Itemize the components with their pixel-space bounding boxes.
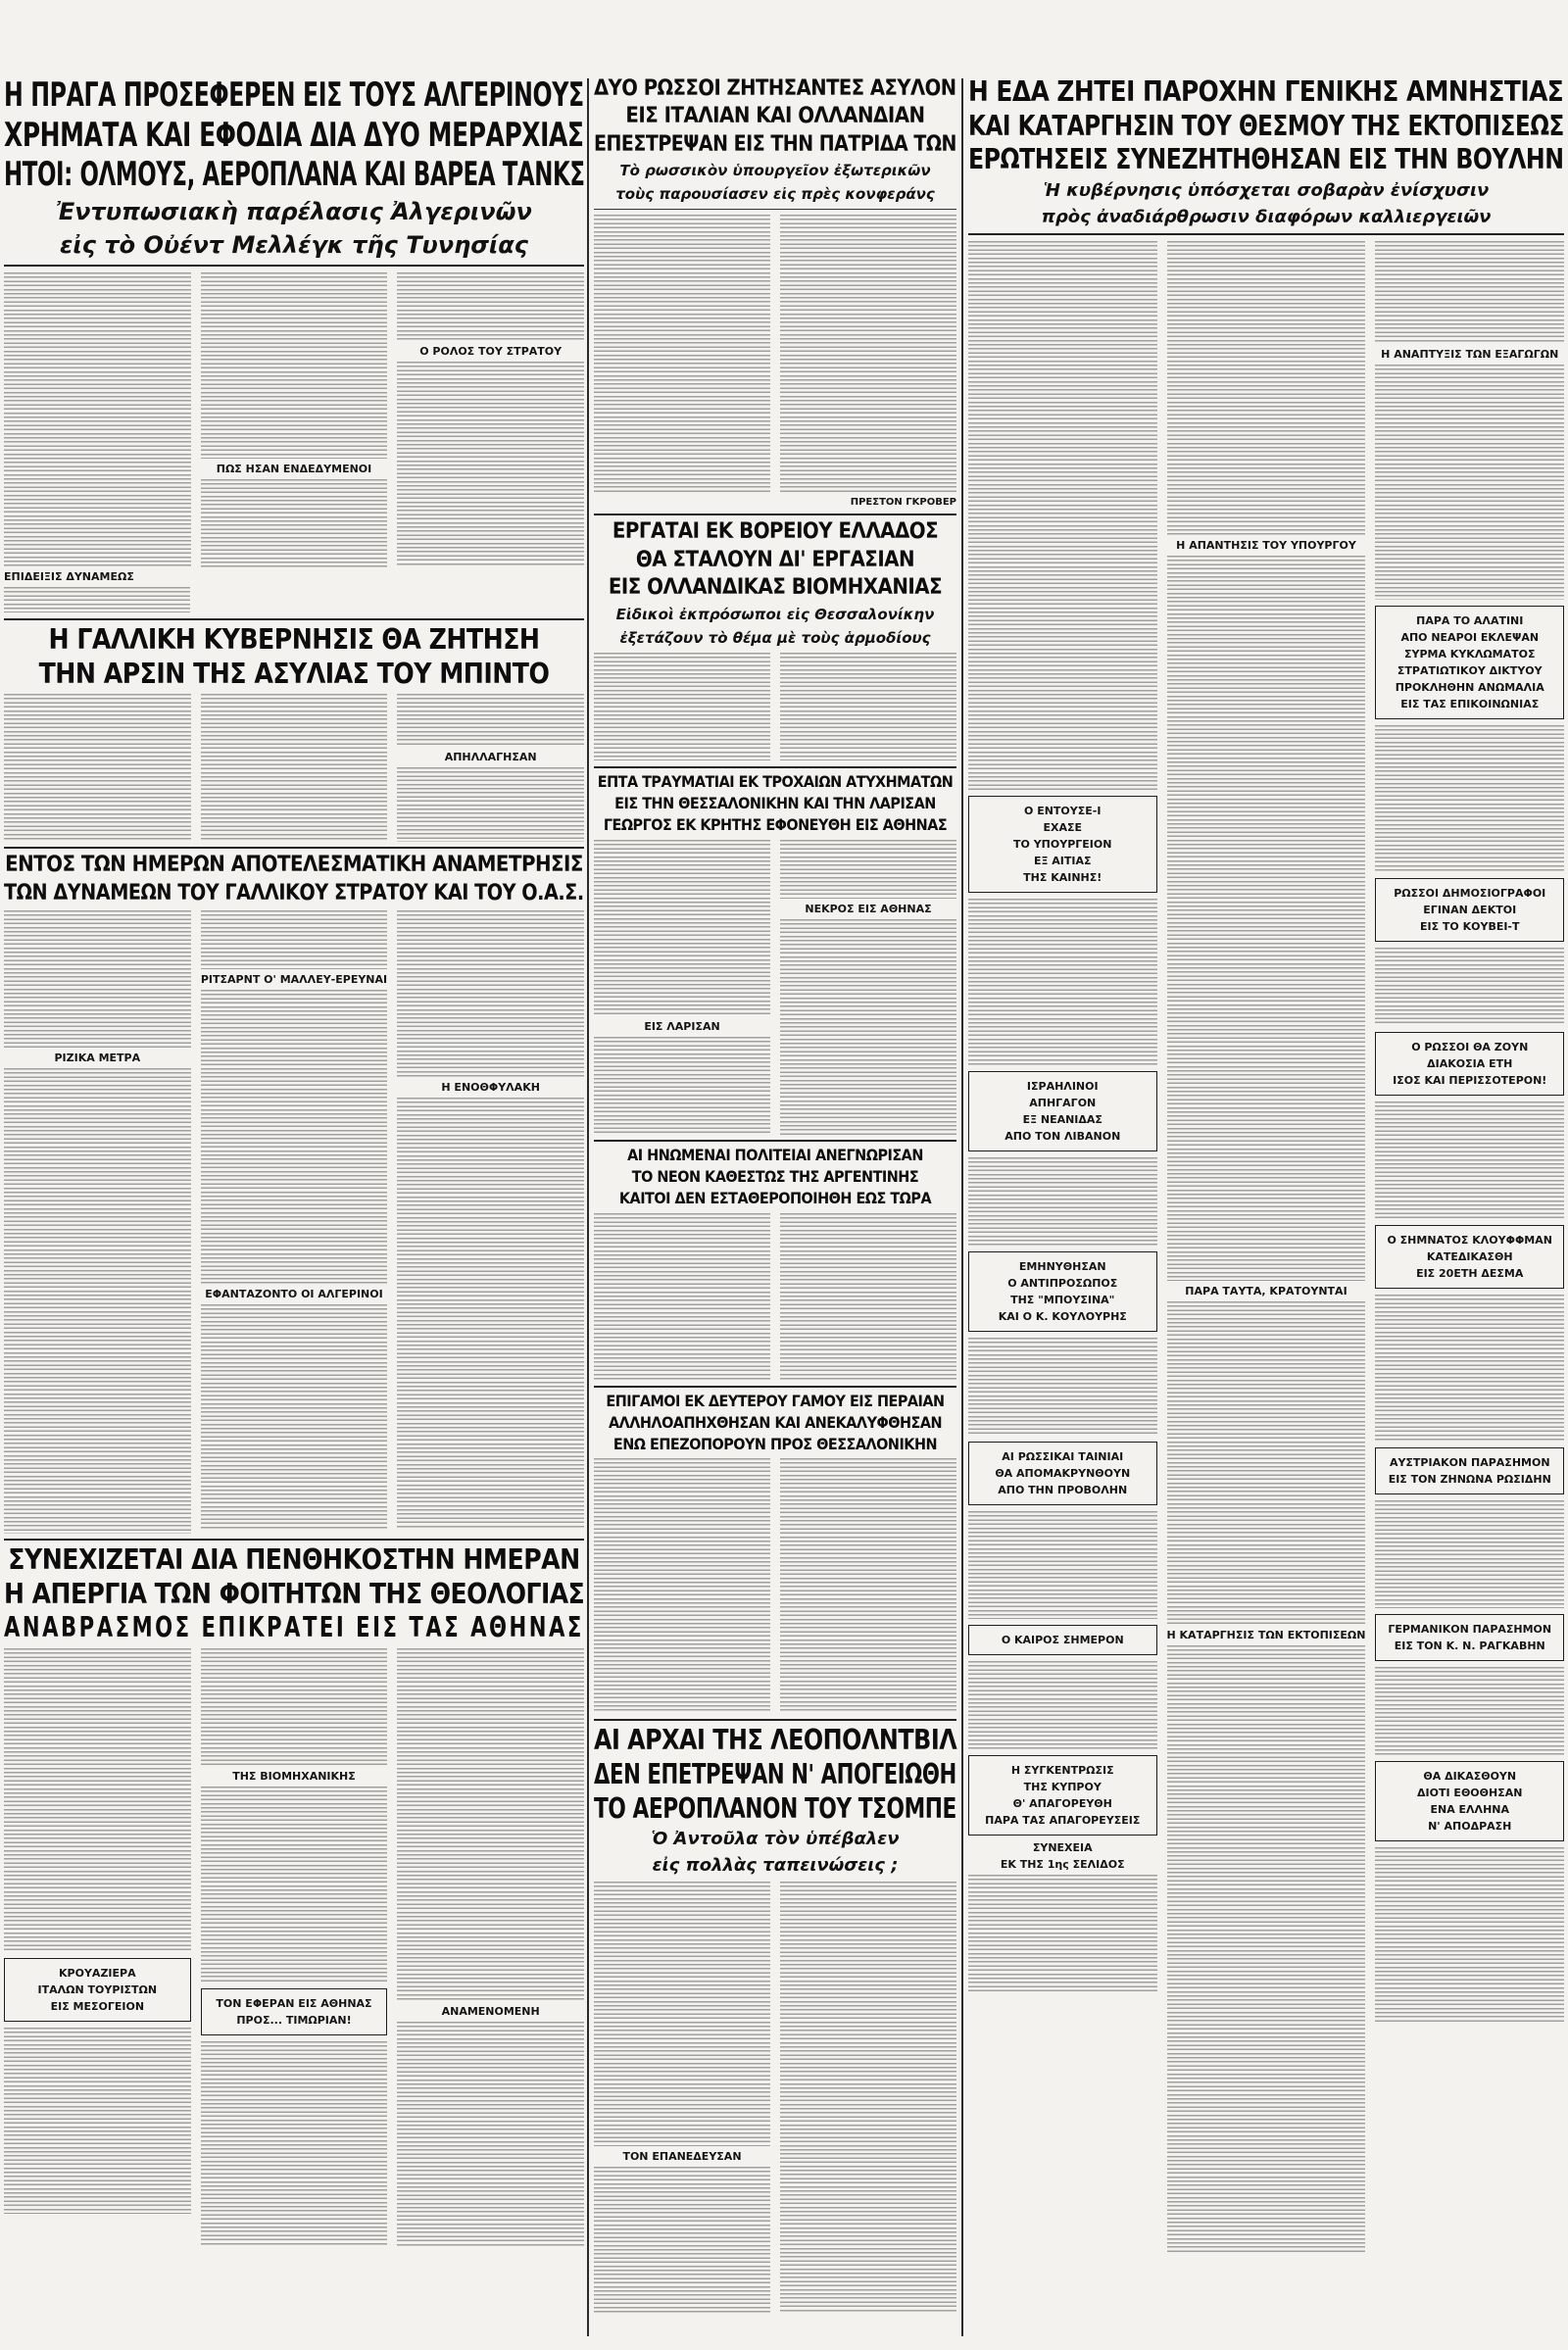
headline-line: ΕΝΩ ΕΠΕΖΟΠΟΡΟΥΝ ΠΡΟΣ ΘΕΣΣΑΛΟΝΙΚΗΝ [612, 1435, 938, 1454]
divider [4, 847, 584, 849]
right-column [968, 75, 1564, 2336]
article-body-text [201, 1304, 388, 1530]
article-body-text [594, 2167, 770, 2314]
section-heading: Η ΑΝΑΠΤΥΞΙΣ ΤΩΝ ΕΞΑΓΩΓΩΝ [1381, 347, 1559, 361]
article-body-text [1375, 948, 1564, 1026]
article-body-text [201, 910, 388, 969]
headline-line: ΠΡΟΚΛΗΘΗΝ ΑΝΩΜΑΛΙΑ [1395, 680, 1544, 694]
section-heading: ΑΠΗΛΛΑΓΗΣΑΝ [444, 751, 537, 764]
article-body-text [1375, 1500, 1564, 1608]
box-enthousei [968, 796, 1157, 893]
divider [594, 766, 956, 768]
section-heading: Ο ΡΟΛΟΣ ΤΟΥ ΣΤΡΑΤΟΥ [419, 345, 563, 359]
article-body-text [4, 694, 191, 842]
subheadline: Ἐντυπωσιακὴ παρέλασις Ἀλγερινῶν [56, 198, 532, 226]
article-body-text [4, 910, 191, 1048]
box-kykkos [968, 1755, 1157, 1836]
headline-line: ΘΑ ΣΤΑΛΟΥΝ ΔΙ' ΕΡΓΑΣΙΑΝ [635, 547, 915, 572]
headline-line: Ν' ΑΠΟΔΡΑΣΗ [1428, 1819, 1512, 1833]
article-leopoldville [594, 1724, 957, 2313]
headline-line: Ο ΚΑΙΡΟΣ ΣΗΜΕΡΟΝ [1001, 1633, 1124, 1646]
headline-line: ΚΑΙΤΟΙ ΔΕΝ ΕΣΤΑΘΕΡΟΠΟΙΗΘΗ ΕΩΣ ΤΩΡΑ [618, 1189, 932, 1208]
section-heading: ΤΟΝ ΕΠΑΝΕΔΕΥΣΑΝ [622, 2150, 742, 2164]
section-heading: ΣΥΝΕΧΕΙΑ [1032, 1840, 1093, 1854]
headline-line: ΠΑΡΑ ΤΑΣ ΑΠΑΓΟΡΕΥΣΕΙΣ [985, 1813, 1141, 1827]
headline-line: ΑΥΣΤΡΙΑΚΟΝ ΠΑΡΑΣΗΜΟΝ [1389, 1455, 1550, 1469]
article-gaullist [4, 623, 584, 841]
box-kuwait [1375, 878, 1564, 942]
headline-line: ΘΑ ΑΠΟΜΑΚΡΥΝΘΟΥΝ [995, 1466, 1131, 1480]
left-column [4, 75, 585, 2336]
article-body-text [201, 990, 388, 1284]
headline-line: ΧΡΗΜΑΤΑ ΚΑΙ ΕΦΟΔΙΑ ΔΙΑ ΔΥΟ ΜΕΡΑΡΧΙΑΣ [4, 115, 584, 155]
column-rule [587, 78, 589, 2336]
box-cruise [4, 1958, 191, 2022]
article-body-text [780, 1213, 956, 1380]
section-heading: ΕΦΑΝΤΑΖΟΝΤΟ ΟΙ ΑΛΓΕΡΙΝΟΙ [205, 1287, 383, 1300]
article-body-text [780, 653, 956, 760]
headline-line: ΤΗΣ "ΜΠΟΥΣΙΝΑ" [1010, 1293, 1115, 1306]
article-body-text [594, 1213, 770, 1380]
section-heading: Η ΕΝΟΘΦΥΛΑΚΗ [441, 1080, 540, 1094]
divider [4, 265, 584, 267]
headline-line: ΓΕΩΡΓΟΣ ΕΚ ΚΡΗΤΗΣ ΕΦΟΝΕΥΘΗ ΕΙΣ ΑΘΗΝΑΣ [603, 815, 948, 835]
headline-line: Θ' ΑΠΑΓΟΡΕΥΘΗ [1012, 1796, 1112, 1810]
headline-line: ΑΠΟ ΝΕΑΡΟΙ ΕΚΛΕΨΑΝ [1400, 630, 1540, 644]
headline-line: ΕΝΑ ΕΛΛΗΝΑ [1430, 1802, 1509, 1816]
article-body-text [397, 910, 584, 1077]
headline-line: ΕΙΣ ΤΟΝ Κ. Ν. ΡΑΓΚΑΒΗΝ [1394, 1639, 1545, 1652]
headline-line: ΕΠΙΓΑΜΟΙ ΕΚ ΔΕΥΤΕΡΟΥ ΓΑΜΟΥ ΕΙΣ ΠΕΡΑΙΑΝ [606, 1391, 945, 1410]
headline-line: ΤΗΣ ΚΑΙΝΗΣ! [1023, 870, 1102, 884]
article-body-text [968, 1338, 1157, 1436]
headline-line: ΕΓΙΝΑΝ ΔΕΚΤΟΙ [1423, 903, 1517, 916]
box-weather [968, 1625, 1157, 1655]
headline-line: ΤΩΝ ΔΥΝΑΜΕΩΝ ΤΟΥ ΓΑΛΛΙΚΟΥ ΣΤΡΑΤΟΥ ΚΑΙ ΤΟΥ Ο.Α.Σ. [4, 880, 584, 906]
article-workers [594, 521, 956, 759]
article-eda [968, 75, 1564, 2279]
headline-line: ΑΛΛΗΛΟΑΠΗΧΘΗΣΑΝ ΚΑΙ ΑΝΕΚΑΛΥΦΘΗΣΑΝ [608, 1412, 943, 1432]
section-heading: Η ΑΠΑΝΤΗΣΙΣ ΤΟΥ ΥΠΟΥΡΓΟΥ [1176, 538, 1356, 552]
section-heading: ΠΩΣ ΗΣΑΝ ΕΝΔΕΔΥΜΕΝΟΙ [216, 463, 372, 476]
article-accidents [594, 771, 956, 1134]
article-body-text [1375, 241, 1564, 344]
byline: ΠΡΕΣΤΟΝ ΓΚΡΟΒΕΡ [850, 497, 956, 509]
subheadline: ἐξετάζουν τὸ θέμα μὲ τοὺς ἁρμοδίους [619, 628, 931, 647]
article-body-text [594, 840, 770, 1016]
divider [4, 618, 584, 620]
article-body-text [1375, 725, 1564, 872]
article-body-text [968, 1511, 1157, 1619]
article-body-text [968, 899, 1157, 1065]
box-israelis [968, 1071, 1157, 1151]
article-body-text [780, 1882, 956, 2314]
subheadline: εἰς πολλὰς ταπεινώσεις ; [652, 1855, 899, 1877]
article-body-text [397, 2022, 584, 2247]
headline-line: ΤΗΝ ΑΡΣΙΝ ΤΗΣ ΑΣΥΛΙΑΣ ΤΟΥ ΜΠΙΝΤΟ [38, 657, 550, 690]
headline-line: ΑΠΗΓΑΓΟΝ [1029, 1096, 1097, 1109]
box-athens-arrest [201, 1988, 388, 2035]
divider [4, 1539, 584, 1541]
headline-line: ΣΤΡΑΤΙΩΤΙΚΟΥ ΔΙΚΤΥΟΥ [1396, 663, 1543, 677]
article-body-text [1167, 241, 1366, 535]
article-body-text [968, 1875, 1157, 1992]
article-body-text [1167, 556, 1366, 1281]
headline-line: Ο ΕΝΤΟΥΣΕ-Ι [1024, 804, 1102, 817]
article-body-text [594, 1458, 770, 1713]
article-body-text [397, 362, 584, 567]
subheadline: Τὸ ρωσσικὸν ὑπουργεῖον ἐξωτερικῶν [619, 162, 931, 180]
headline-line: ΔΕΝ ΕΠΕΤΡΕΨΑΝ Ν' ΑΠΟΓΕΙΩΘΗ [594, 1757, 956, 1790]
headline-line: Η ΕΔΑ ΖΗΤΕΙ ΠΑΡΟΧΗΝ ΓΕΝΙΚΗΣ ΑΜΝΗΣΤΙΑΣ [968, 75, 1564, 108]
headline-line: ΑΙ ΡΩΣΣΙΚΑΙ ΤΑΙΝΙΑΙ [1002, 1449, 1124, 1463]
headline-line: Ο ΡΩΣΣΟΙ ΘΑ ΖΟΥΝ [1411, 1040, 1529, 1053]
headline-line: ΕΙΣ ΤΗΝ ΘΕΣΣΑΛΟΝΙΚΗΝ ΚΑΙ ΤΗΝ ΛΑΡΙΣΑΝ [614, 793, 936, 812]
column-rule [961, 78, 963, 2336]
headline-line: ΔΥΟ ΡΩΣΣΟΙ ΖΗΤΗΣΑΝΤΕΣ ΑΣΥΛΟΝ [594, 76, 956, 101]
article-body-text [594, 653, 770, 760]
headline-line: ΕΡΓΑΤΑΙ ΕΚ ΒΟΡΕΙΟΥ ΕΛΛΑΔΟΣ [612, 519, 939, 545]
article-russians [594, 78, 956, 508]
article-body-text [594, 1882, 770, 2146]
headline-line: ΕΙΣ ΟΛΛΑΝΔΙΚΑΣ ΒΙΟΜΗΧΑΝΙΑΣ [608, 575, 943, 601]
box-films [968, 1442, 1157, 1505]
subheadline: τοὺς παρουσίασεν εἰς πρὲς κονφεράνς [615, 185, 935, 204]
headline-line: ΚΡΟΥΑΖΙΕΡΑ [59, 1966, 136, 1980]
headline-line: ΕΧΑΣΕ [1043, 820, 1083, 834]
article-strike [4, 1542, 585, 2256]
article-body-text [968, 241, 1157, 790]
article-body-text [968, 1661, 1157, 1749]
headline-line: ΙΣΡΑΗΛΙΝΟΙ [1026, 1079, 1099, 1093]
subheadline: Ἡ κυβέρνησις ὑπόσχεται σοβαρὰν ἐνίσχυσιν [1043, 179, 1490, 201]
headline-line: Η ΑΠΕΡΓΙΑ ΤΩΝ ΦΟΙΤΗΤΩΝ ΤΗΣ ΘΕΟΛΟΓΙΑΣ [4, 1577, 585, 1610]
headline-line: Η ΠΡΑΓΑ ΠΡΟΣΕΦΕΡΕΝ ΕΙΣ ΤΟΥΣ ΑΛΓΕΡΙΝΟΥΣ [4, 75, 584, 115]
headline-line: ΕΜΗΝΥΘΗΣΑΝ [1018, 1259, 1106, 1273]
section-heading: ΤΗΣ ΒΙΟΜΗΧΑΝΙΚΗΣ [232, 1769, 356, 1783]
middle-column [594, 78, 956, 2336]
section-heading: ΡΙΤΣΑΡΝΤ Ο' ΜΑΛΛΕΥ-ΕΡΕΥΝΑΙ [200, 972, 388, 986]
headline-line: ΕΞ ΝΕΑΝΙΔΑΣ [1022, 1112, 1102, 1126]
headline-line: Η ΓΑΛΛΙΚΗ ΚΥΒΕΡΝΗΣΙΣ ΘΑ ΖΗΤΗΣΗ [48, 623, 540, 657]
headline-line: ΕΙΣ 20ΕΤΗ ΔΕΣΜΑ [1416, 1266, 1524, 1280]
article-body-text [201, 272, 388, 459]
headline-line: ΣΥΝΕΧΙΖΕΤΑΙ ΔΙΑ ΠΕΝΘΗΚΟΣΤΗΝ ΗΜΕΡΑΝ [8, 1542, 580, 1576]
section-heading: ΕΙΣ ΛΑΡΙΣΑΝ [644, 1019, 720, 1033]
article-body-text [397, 767, 584, 842]
article-body-text [201, 1787, 388, 1983]
headline-line: ΑΠΟ ΤΟΝ ΛΙΒΑΝΟΝ [1004, 1129, 1121, 1143]
article-body-text [780, 840, 956, 899]
headline-line: ΚΑΙ Ο Κ. ΚΟΥΛΟΥΡΗΣ [998, 1309, 1127, 1323]
article-body-text [201, 2041, 388, 2247]
headline-line: ΕΞ ΑΙΤΙΑΣ [1033, 854, 1092, 867]
headline-line: ΤΟ ΑΕΡΟΠΛΑΝΟΝ ΤΟΥ ΤΣΟΜΠΕ [594, 1791, 956, 1825]
headline-line: ΑΝΑΒΡΑΣΜΟΣ ΕΠΙΚΡΑΤΕΙ ΕΙΣ ΤΑΣ ΑΘΗΝΑΣ [4, 1611, 584, 1644]
divider [594, 209, 956, 210]
headline-line: Η ΣΥΓΚΕΝΤΡΩΣΙΣ [1010, 1763, 1114, 1777]
headline-line: ΔΙΑΚΟΣΙΑ ΕΤΗ [1427, 1056, 1513, 1070]
section-heading: ΑΝΑΜΕΝΟΜΕΝΗ [441, 2004, 540, 2018]
divider [594, 1719, 956, 1721]
headline-line: ΕΙΣ ΤΟΝ ΖΗΝΩΝΑ ΡΩΣΙΔΗΝ [1388, 1472, 1551, 1486]
headline-line: ΙΤΑΛΩΝ ΤΟΥΡΙΣΤΩΝ [37, 1983, 158, 1996]
headline-line: ΕΝΤΟΣ ΤΩΝ ΗΜΕΡΩΝ ΑΠΟΤΕΛΕΣΜΑΤΙΚΗ ΑΝΑΜΕΤΡΗΣΙΣ [5, 853, 583, 878]
article-body-text [397, 1098, 584, 1529]
article-body-text [201, 479, 388, 567]
section-heading: ΕΚ ΤΗΣ 1ης ΣΕΛΙΔΟΣ [1000, 1857, 1125, 1871]
article-prague [4, 75, 585, 612]
subheadline: Εἰδικοὶ ἐκπρόσωποι εἰς Θεσσαλονίκην [615, 605, 935, 623]
article-body-text [1375, 1295, 1564, 1442]
section-heading: ΡΙΖΙΚΑ ΜΕΤΡΑ [54, 1051, 141, 1064]
article-body-text [1167, 1645, 1366, 2253]
box-latin [1375, 606, 1564, 719]
article-wedding [594, 1391, 956, 1714]
divider [594, 1386, 956, 1388]
article-body-text [780, 215, 956, 494]
section-heading: ΠΑΡΑ ΤΑΥΤΑ, ΚΡΑΤΟΥΝΤΑΙ [1185, 1284, 1348, 1297]
headline-line: ΤΟΝ ΕΦΕΡΑΝ ΕΙΣ ΑΘΗΝΑΣ [216, 1996, 372, 2010]
box-trial [1375, 1761, 1564, 1841]
article-body-text [1375, 365, 1564, 600]
section-heading: ΝΕΚΡΟΣ ΕΙΣ ΑΘΗΝΑΣ [805, 902, 932, 915]
divider [968, 233, 1564, 235]
headline-line: ΚΑΤΕΔΙΚΑΣΘΗ [1426, 1249, 1513, 1263]
article-body-text [1167, 1301, 1366, 1625]
headline-line: ΕΙΣ ΤΑΣ ΕΠΙΚΟΙΝΩΝΙΑΣ [1400, 697, 1540, 710]
article-body-text [780, 919, 956, 1135]
headline-line: ΕΙΣ ΤΟ ΚΟΥΒΕΙ-Τ [1419, 919, 1520, 933]
box-klouf [1375, 1225, 1564, 1289]
article-body-text [780, 1458, 956, 1713]
box-german [1375, 1614, 1564, 1661]
article-body-text [1375, 1667, 1564, 1755]
headline-line: ΘΑ ΔΙΚΑΣΘΟΥΝ [1423, 1769, 1517, 1783]
article-body-text [1375, 1102, 1564, 1219]
article-body-text [594, 215, 770, 494]
article-body-text [968, 1157, 1157, 1246]
headline-line: ΣΥΡΜΑ ΚΥΚΛΩΜΑΤΟΣ [1403, 647, 1536, 661]
headline-line: ΑΙ ΗΝΩΜΕΝΑΙ ΠΟΛΙΤΕΙΑΙ ΑΝΕΓΝΩΡΙΣΑΝ [627, 1145, 923, 1164]
box-amnesty [968, 1251, 1157, 1332]
article-body-text [4, 1648, 191, 1952]
article-body-text [4, 2028, 191, 2214]
headline-line: ΔΙΟΤΙ ΕΘΟΘΗΣΑΝ [1417, 1786, 1523, 1799]
article-body-text [397, 272, 584, 341]
headline-line: ΕΡΩΤΗΣΕΙΣ ΣΥΝΕΖΗΤΗΘΗΣΑΝ ΕΙΣ ΤΗΝ ΒΟΥΛΗΝ [968, 143, 1564, 176]
headline-line: ΤΟ ΥΠΟΥΡΓΕΙΟΝ [1013, 837, 1112, 851]
subheadline: εἰς τὸ Οὐέντ Μελλέγκ τῆς Τυνησίας [60, 231, 528, 260]
headline-line: ΚΑΙ ΚΑΤΑΡΓΗΣΙΝ ΤΟΥ ΘΕΣΜΟΥ ΤΗΣ ΕΚΤΟΠΙΣΕΩΣ [968, 109, 1564, 142]
article-body-text [594, 1037, 770, 1135]
headline-line: ΕΙΣ ΙΤΑΛΙΑΝ ΚΑΙ ΟΛΛΑΝΔΙΑΝ [625, 104, 925, 129]
article-body-text [4, 587, 190, 612]
headline-line: ΗΤΟΙ: ΟΛΜΟΥΣ, ΑΕΡΟΠΛΑΝΑ ΚΑΙ ΒΑΡΕΑ ΤΑΝΚΣ [4, 155, 585, 195]
subheadline: πρὸς ἀναδιάρθρωσιν διαφόρων καλλιεργειῶν [1041, 206, 1492, 227]
headline-line: ΕΙΣ ΜΕΣΟΓΕΙΟΝ [50, 1999, 145, 2013]
section-heading: ΕΠΙΔΕΙΞΙΣ ΔΥΝΑΜΕΩΣ [4, 570, 134, 584]
headline-line: ΠΑΡΑ ΤΟ ΑΛΑΤΙΝΙ [1416, 613, 1524, 627]
article-body-text [4, 1068, 191, 1534]
article-body-text [397, 694, 584, 747]
box-austrian [1375, 1447, 1564, 1494]
article-clash [4, 855, 584, 1533]
headline-line: ΤΗΣ ΚΥΠΡΟΥ [1023, 1780, 1102, 1793]
headline-line: Ο ΣΗΜΝΑΤΟΣ ΚΛΟΥΦΦΜΑΝ [1387, 1233, 1552, 1247]
headline-line: ΓΕΡΜΑΝΙΚΟΝ ΠΑΡΑΣΗΜΟΝ [1388, 1622, 1552, 1636]
subheadline: Ὁ Ἀντοῦλα τὸν ὑπέβαλεν [651, 1829, 900, 1850]
article-body-text [201, 1648, 388, 1766]
headline-line: ΑΠΟ ΤΗΝ ΠΡΟΒΟΛΗΝ [998, 1483, 1128, 1496]
headline-line: ΡΩΣΣΟΙ ΔΗΜΟΣΙΟΓΡΑΦΟΙ [1394, 886, 1546, 900]
article-argentina [594, 1145, 956, 1380]
article-body-text [201, 694, 388, 842]
headline-line: ΠΡΟΣ... ΤΙΜΩΡΙΑΝ! [236, 2013, 352, 2027]
headline-line: ΤΟ ΝΕΟΝ ΚΑΘΕΣΤΩΣ ΤΗΣ ΑΡΓΕΝΤΙΝΗΣ [631, 1166, 919, 1186]
headline-line: Ο ΑΝΤΙΠΡΟΣΩΠΟΣ [1007, 1276, 1118, 1290]
headline-line: ΕΠΤΑ ΤΡΑΥΜΑΤΙΑΙ ΕΚ ΤΡΟΧΑΙΩΝ ΑΤΥΧΗΜΑΤΩΝ [597, 771, 954, 791]
divider [594, 1140, 956, 1142]
article-body-text [1375, 1847, 1564, 2024]
headline-line: ΕΠΕΣΤΡΕΨΑΝ ΕΙΣ ΤΗΝ ΠΑΤΡΙΔΑ ΤΩΝ [594, 131, 956, 157]
box-zoo [1375, 1032, 1564, 1096]
divider [594, 514, 956, 515]
article-body-text [397, 1648, 584, 2001]
headline-line: ΑΙ ΑΡΧΑΙ ΤΗΣ ΛΕΟΠΟΛΝΤΒΙΛ [594, 1724, 957, 1757]
headline-line: ΙΣΟΣ ΚΑΙ ΠΕΡΙΣΣΟΤΕΡΟΝ! [1393, 1073, 1547, 1087]
section-heading: Η ΚΑΤΑΡΓΗΣΙΣ ΤΩΝ ΕΚΤΟΠΙΣΕΩΝ [1166, 1628, 1366, 1641]
article-body-text [4, 272, 191, 567]
